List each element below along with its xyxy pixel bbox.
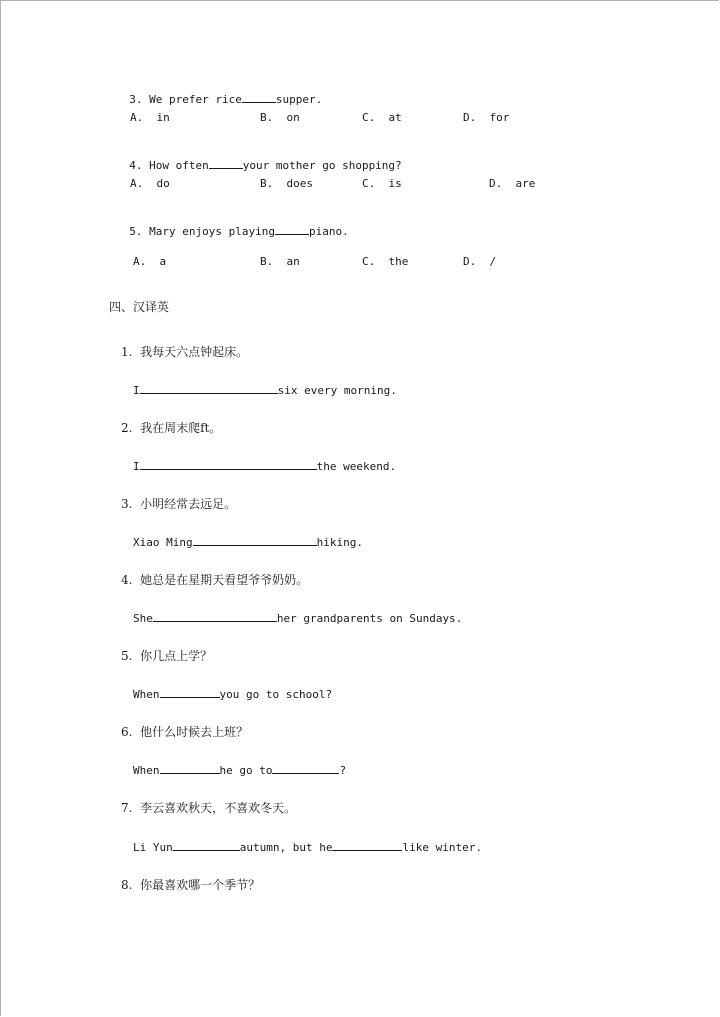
question-3 [116, 78, 322, 107]
translate-3-answer: Xiao Ming hiking. [133, 536, 363, 549]
option-b: B. an [260, 255, 300, 268]
answer-blank[interactable] [160, 763, 220, 774]
question-text-after: your mother go shopping? [242, 159, 402, 172]
question-4 [116, 144, 402, 173]
answer-blank[interactable] [140, 383, 278, 394]
translate-3-prompt: 3. 小明经常去远足。 [121, 497, 237, 511]
section-title: 四、汉译英 [109, 300, 170, 314]
translate-5-answer: When you go to school? [133, 688, 333, 701]
option-a: A. a [133, 255, 167, 268]
translate-7-prompt: 7. 李云喜欢秋天，不喜欢冬天。 [121, 801, 297, 815]
option-a: A. do [130, 177, 170, 190]
answer-blank[interactable] [160, 687, 220, 698]
translate-1-prompt: 1. 我每天六点钟起床。 [121, 345, 249, 359]
answer-blank[interactable] [193, 535, 317, 546]
question-number: 3. [129, 93, 143, 106]
question-text-after: piano. [308, 225, 349, 238]
answer-blank[interactable] [153, 611, 277, 622]
option-c: C. at [362, 111, 402, 124]
option-c: C. the [362, 255, 409, 268]
translate-8-prompt: 8. 你最喜欢哪一个季节？ [121, 878, 261, 892]
answer-blank[interactable] [242, 92, 276, 103]
answer-blank[interactable] [275, 224, 309, 235]
option-d: D. are [489, 177, 536, 190]
answer-blank[interactable] [209, 158, 243, 169]
translate-4-prompt: 4. 她总是在星期天看望爷爷奶奶。 [121, 573, 309, 587]
question-5 [116, 210, 349, 239]
option-d: D. for [463, 111, 510, 124]
option-b: B. on [260, 111, 300, 124]
question-text-before: Mary enjoys playing [149, 225, 275, 238]
option-c: C. is [362, 177, 402, 190]
option-b: B. does [260, 177, 313, 190]
question-text-before: How often [149, 159, 209, 172]
answer-blank[interactable] [173, 840, 240, 851]
translate-6-answer: When he go to ? [133, 764, 347, 777]
translate-7-answer: Li Yun autumn, but he like winter. [133, 841, 482, 854]
translate-2-answer: I the weekend. [133, 460, 397, 473]
option-d: D. / [463, 255, 497, 268]
translate-2-prompt: 2. 我在周末爬ft。 [121, 421, 222, 435]
answer-blank[interactable] [332, 840, 402, 851]
question-number: 5. [129, 225, 143, 238]
question-text-after: supper. [275, 93, 323, 106]
translate-1-answer: I six every morning. [133, 384, 397, 397]
question-number: 4. [129, 159, 143, 172]
question-text-before: We prefer rice [149, 93, 242, 106]
answer-blank[interactable] [140, 459, 317, 470]
translate-4-answer: She her grandparents on Sundays. [133, 612, 463, 625]
translate-5-prompt: 5. 你几点上学？ [121, 649, 213, 663]
answer-blank[interactable] [272, 763, 339, 774]
option-a: A. in [130, 111, 170, 124]
translate-6-prompt: 6. 他什么时候去上班？ [121, 725, 249, 739]
